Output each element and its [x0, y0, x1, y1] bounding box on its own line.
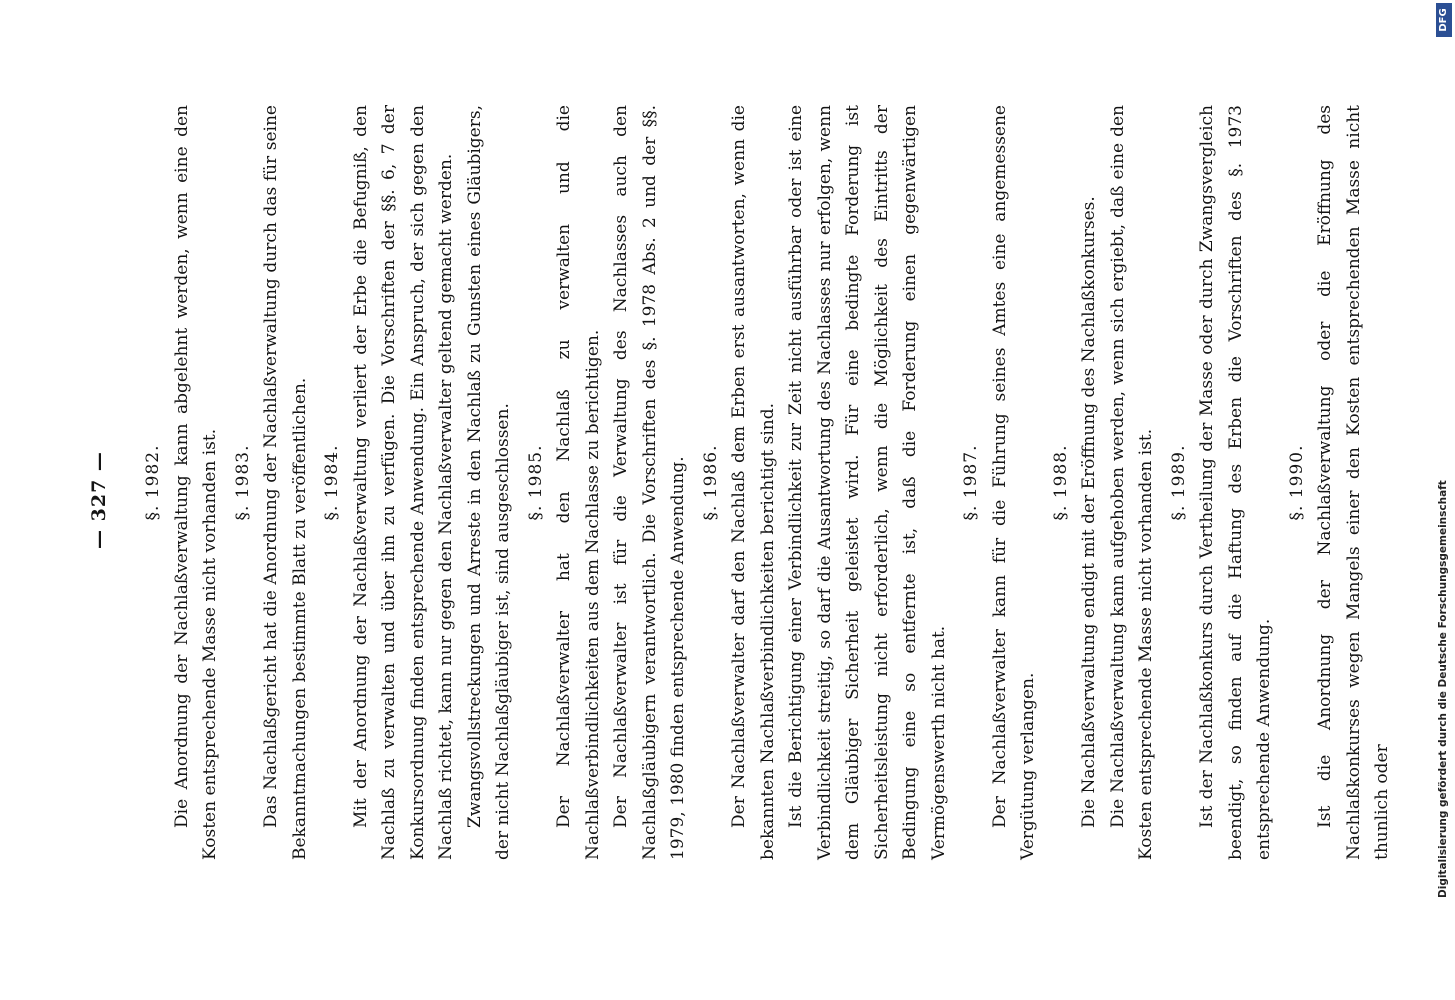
- section-paragraph: Der Nachlaßverwalter hat den Nachlaß zu verwalten und die Nachlaßverbindlichkeiten aus dem Nachlasse zu berichtigen.: [554, 105, 603, 860]
- section-heading-1984: §. 1984.: [322, 444, 342, 521]
- section-paragraph: Zwangsvollstreckungen und Arreste in den Nachlaß zu Gunsten eines Gläubigers, der nicht Nachlaßgläubiger ist, sind ausgeschlossen.: [464, 105, 513, 860]
- section-heading-1985: §. 1985.: [525, 444, 546, 521]
- section-paragraph: Der Nachlaßverwalter ist für die Verwaltung des Nachlasses auch den Nachlaßgläubigern verantwortlich. Die Vorschriften des §. 1978 Abs. 2 und der §§. 1979, 1980 finden entsprechende Anwendung.: [611, 105, 688, 860]
- digitization-credit-text: Digitalisierung gefördert durch die Deutsche Forschungsgemeinschaft: [1437, 480, 1449, 898]
- section-paragraph: Mit der Anordnung der Nachlaßverwaltung verliert der Erbe die Befugniß, den Nachlaß zu verwalten und über ihn zu verfügen. Die Vorschriften der §§. 6, 7 der Konkursordnung finden entsprechende Anwendung. Ein Anspruch, der sich gegen den Nachlaß richtet, kann nur gegen den Nachlaßverwalter geltend gemacht werden.: [350, 105, 456, 860]
- section-heading-1982: §. 1982.: [143, 444, 163, 521]
- section-paragraph: Ist die Berichtigung einer Verbindlichkeit zur Zeit nicht ausführbar oder ist eine Verbindlichkeit streitig, so darf die Ausantwortung des Nachlasses nur erfolgen, wenn dem Gläubiger Sicherheit geleistet wird. Für eine bedingte Forderung ist Sicherheitsleistung nicht erforderlich, wenn die Möglichkeit des Eintritts der Bedingung eine so entfernte ist, daß die Forderung einen gegenwärtigen Vermögenswerth nicht hat.: [786, 105, 949, 860]
- digitization-credit-bar: [1436, 0, 1454, 1000]
- page-content: [135, 105, 1397, 860]
- section-heading-1983: §. 1983.: [232, 444, 253, 521]
- section-paragraph: Der Nachlaßverwalter darf den Nachlaß dem Erben erst ausantworten, wenn die bekannten Nachlaßverbindlichkeiten berichtigt sind.: [729, 105, 778, 860]
- section-heading-1990: §. 1990.: [1286, 444, 1307, 521]
- dfg-logo: DFG: [1436, 3, 1452, 37]
- section-heading-1989: §. 1989.: [1168, 444, 1189, 521]
- section-paragraph: Die Nachlaßverwaltung endigt mit der Eröffnung des Nachlaßkonkurses.: [1079, 196, 1099, 828]
- section-paragraph: Der Nachlaßverwalter kann für die Führung seines Amtes eine angemessene Vergütung verlangen.: [989, 105, 1038, 860]
- section-heading-1987: §. 1987.: [961, 444, 981, 521]
- page-number-header: — 327 —: [88, 451, 110, 549]
- section-paragraph: Ist der Nachlaßkonkurs durch Vertheilung der Masse oder durch Zwangsvergleich beendigt, so finden auf die Haftung des Erben die Vorschriften des §. 1973 entsprechende Anwendung.: [1197, 105, 1274, 860]
- section-heading-1986: §. 1986.: [700, 444, 721, 521]
- section-paragraph: Die Anordnung der Nachlaßverwaltung kann abgelehnt werden, wenn eine den Kosten entsprechende Masse nicht vorhanden ist.: [171, 105, 220, 860]
- section-paragraph: Ist die Anordnung der Nachlaßverwaltung oder die Eröffnung des Nachlaßkonkurses wegen Mangels einer den Kosten entsprechenden Masse nicht thunlich oder: [1315, 105, 1392, 860]
- section-paragraph: Das Nachlaßgericht hat die Anordnung der Nachlaßverwaltung durch das für seine Bekanntmachungen bestimmte Blatt zu veröffentlichen.: [261, 105, 310, 860]
- section-heading-1988: §. 1988.: [1050, 444, 1071, 521]
- section-paragraph: Die Nachlaßverwaltung kann aufgehoben werden, wenn sich ergiebt, daß eine den Kosten entsprechende Masse nicht vorhanden ist.: [1107, 105, 1156, 860]
